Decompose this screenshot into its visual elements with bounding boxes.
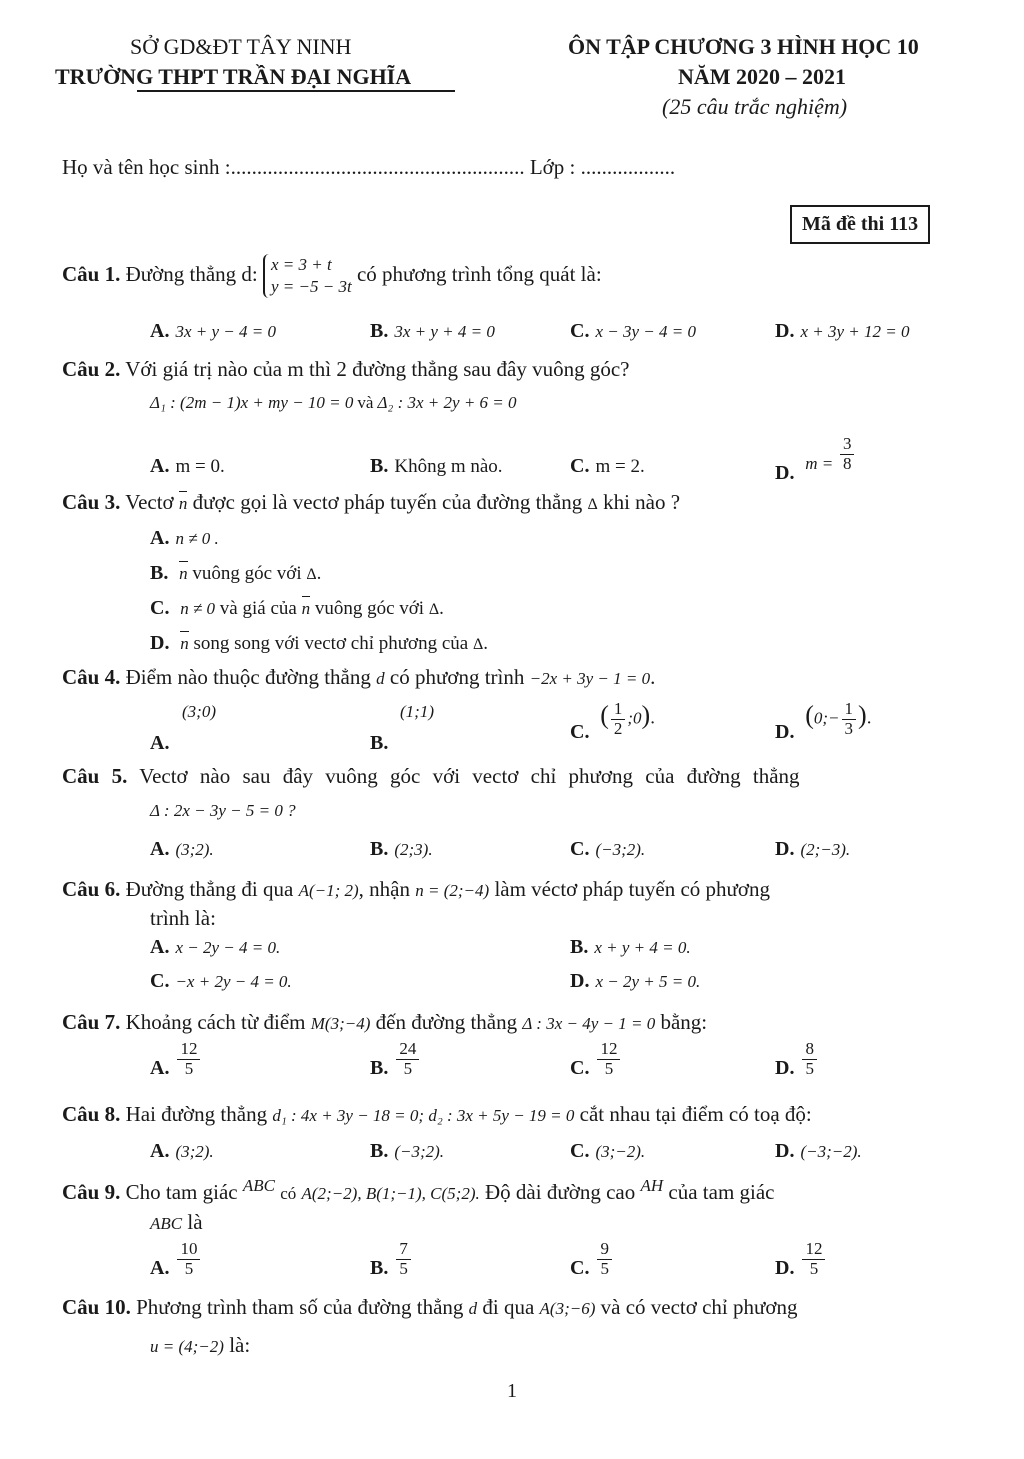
option-a[interactable]: A. $\frac{12}{5}$: [150, 1040, 202, 1078]
question-8: [62, 1102, 812, 1127]
option-a[interactable]: A. (3;2).: [150, 1140, 214, 1162]
option-b[interactable]: B. 3x + y + 4 = 0: [370, 320, 495, 342]
class-dots: ..................: [580, 155, 676, 179]
q5-equation: Δ : 2x − 3y − 5 = 0 ?: [150, 801, 296, 820]
option-b[interactable]: B. x + y + 4 = 0.: [570, 936, 691, 958]
question-text: và có vectơ chỉ phương: [600, 1295, 798, 1319]
option-b[interactable]: B. n vuông góc với Δ.: [150, 562, 322, 584]
system-eq-2: y = −5 − 3t: [271, 277, 352, 297]
question-text: cắt nhau tại điểm có toạ độ:: [579, 1102, 812, 1126]
option-a[interactable]: A. x − 2y − 4 = 0.: [150, 936, 281, 958]
question-text: Điểm nào thuộc đường thẳng: [125, 665, 371, 689]
question-6: Câu 6. Đường thẳng đi qua A(−1; 2), nhận n = (2;−4) làm véctơ pháp tuyến có phương: [62, 877, 771, 901]
question-text: Phương trình tham số của đường thẳng: [136, 1295, 464, 1319]
question-text-cont: ABC là: [150, 1210, 203, 1234]
question-text: Đường thẳng đi qua: [125, 877, 294, 901]
dept-name: SỞ GD&ĐT TÂY NINH: [130, 34, 352, 59]
option-b[interactable]: B. (−3;2).: [370, 1140, 445, 1162]
question-text: có phương trình tổng quát là:: [356, 261, 602, 286]
option-c[interactable]: C. ( $\frac{1}{2}$ ;0).: [570, 699, 655, 743]
student-name-dots: ........................................................: [230, 155, 525, 179]
question-7: [62, 1010, 707, 1035]
option-c[interactable]: C. x − 3y − 4 = 0: [570, 320, 696, 342]
class-label: Lớp :: [529, 155, 576, 179]
system-eq-1: x = 3 + t: [271, 255, 332, 274]
question-text: Đường thẳng d:: [125, 261, 258, 286]
school-name: TRƯỜNG THPT TRẦN ĐẠI NGHĨA: [55, 64, 412, 89]
fraction: $\frac{3}{8}$: [840, 435, 855, 473]
triangle-abc: ABC: [242, 1176, 275, 1195]
question-text: Vectơ: [125, 490, 174, 514]
question-text: khi nào ?: [603, 490, 681, 514]
line-equation: Δ : 3x − 4y − 1 = 0: [522, 1014, 656, 1033]
option-a[interactable]: A. $\frac{10}{5}$: [150, 1240, 202, 1278]
question-number: Câu 4.: [62, 665, 121, 689]
point-a: A(3;−6): [539, 1299, 596, 1318]
option-c[interactable]: C. $\frac{12}{5}$: [570, 1040, 622, 1078]
option-d[interactable]: D. x + 3y + 12 = 0: [775, 320, 910, 342]
option-a[interactable]: A. 3x + y − 4 = 0: [150, 320, 276, 342]
page-number: 1: [507, 1380, 517, 1402]
exam-code-box: Mã đề thi 113: [790, 205, 930, 244]
question-number: Câu 8.: [62, 1102, 121, 1126]
question-text-cont: u = (4;−2) là:: [150, 1333, 251, 1357]
option-c[interactable]: C. n ≠ 0 và giá của n vuông góc với Δ.: [150, 597, 444, 619]
question-number: Câu 9.: [62, 1180, 121, 1204]
student-info-line: [62, 155, 675, 180]
question-3: [62, 490, 680, 515]
question-1: [62, 254, 602, 298]
question-number: Câu 2.: [62, 357, 121, 381]
question-2: [62, 357, 629, 382]
question-text: Với giá trị nào của m thì 2 đường thẳng sau đây vuông góc?: [125, 357, 630, 381]
question-text: bằng:: [660, 1010, 708, 1034]
question-text: làm véctơ pháp tuyến có phương: [494, 877, 771, 901]
exam-year: NĂM 2020 – 2021: [678, 64, 847, 89]
question-text-cont: trình là:: [150, 906, 216, 930]
question-text: đến đường thẳng: [375, 1010, 518, 1034]
exam-subtitle: (25 câu trắc nghiệm): [662, 94, 848, 119]
question-4: Câu 4. Điểm nào thuộc đường thẳng d có phương trình −2x + 3y − 1 = 0.: [62, 665, 656, 689]
school-underline: [137, 90, 455, 92]
option-d[interactable]: D. (2;−3).: [775, 838, 851, 860]
option-a[interactable]: A. n ≠ 0 .: [150, 527, 219, 549]
question-text: đi qua: [482, 1295, 535, 1319]
question-text: có phương trình: [389, 665, 525, 689]
point-m: M(3;−4): [310, 1014, 371, 1033]
delta-symbol: Δ: [587, 496, 598, 513]
question-9: Câu 9. Cho tam giác $^{ABC}$ có A(2;−2), B(1;−1), C(5;2). Độ dài đường cao $^{AH}$ của tam giác: [62, 1176, 775, 1204]
lines-equations: d₁ : 4x + 3y − 18 = 0; d₂ : 3x + 5y − 19 = 0: [272, 1106, 575, 1125]
option-b[interactable]: B. $\frac{7}{5}$: [370, 1240, 413, 1278]
point-a: A(−1; 2): [298, 881, 359, 900]
option-c[interactable]: C. $\frac{9}{5}$: [570, 1240, 614, 1278]
option-d[interactable]: D. $\frac{8}{5}$: [775, 1040, 819, 1078]
question-number: Câu 1.: [62, 261, 121, 286]
option-c[interactable]: C. (−3;2).: [570, 838, 646, 860]
student-name-label: Họ và tên học sinh :: [62, 155, 231, 179]
option-c[interactable]: C. −x + 2y − 4 = 0.: [150, 970, 292, 992]
line-equation: −2x + 3y − 1 = 0: [529, 669, 651, 688]
option-a[interactable]: A. m = 0.: [150, 455, 225, 477]
option-d[interactable]: D. (0;− $\frac{1}{3}$ ).: [775, 699, 872, 743]
option-d[interactable]: D. m = $\frac{3}{8}$: [775, 435, 856, 473]
question-number: Câu 7.: [62, 1010, 121, 1034]
option-d[interactable]: D. $\frac{12}{5}$: [775, 1240, 827, 1278]
question-text: Hai đường thẳng: [125, 1102, 268, 1126]
line-delta-2: Δ₂ : 3x + 2y + 6 = 0: [377, 393, 517, 412]
question-number: Câu 6.: [62, 877, 121, 901]
option-d[interactable]: D. (−3;−2).: [775, 1140, 862, 1162]
question-10: [62, 1295, 798, 1320]
direction-vector: u = (4;−2): [150, 1337, 224, 1356]
vector-n: n: [178, 494, 188, 513]
option-b[interactable]: B. Không m nào.: [370, 455, 503, 477]
line-d: d: [468, 1299, 478, 1318]
option-a[interactable]: A. (3;2).: [150, 838, 214, 860]
question-text: Khoảng cách từ điểm: [125, 1010, 306, 1034]
question-number: Câu 5.: [62, 764, 128, 788]
option-b[interactable]: B. $\frac{24}{5}$: [370, 1040, 421, 1078]
question-5: [62, 764, 800, 789]
question-text: của tam giác: [668, 1180, 775, 1204]
option-d[interactable]: D. n song song với vectơ chỉ phương của Δ.: [150, 632, 488, 654]
question-text: Cho tam giác: [125, 1180, 238, 1204]
question-text: được gọi là vectơ pháp tuyến của đường thẳng: [192, 490, 583, 514]
q2-lines: [150, 393, 517, 413]
exam-title: ÔN TẬP CHƯƠNG 3 HÌNH HỌC 10: [568, 34, 919, 59]
option-c[interactable]: C. m = 2.: [570, 455, 645, 477]
triangle-points: A(2;−2), B(1;−1), C(5;2).: [301, 1184, 480, 1203]
option-c[interactable]: C. (3;−2).: [570, 1140, 646, 1162]
line-d: d: [376, 669, 385, 688]
line-delta-1: Δ₁ : (2m − 1)x + my − 10 = 0: [150, 393, 354, 412]
option-b[interactable]: B. (2;3).: [370, 838, 433, 860]
and-text: và: [357, 393, 374, 412]
question-text: Độ dài đường cao: [485, 1180, 636, 1204]
normal-vector: n = (2;−4): [415, 881, 490, 900]
option-d[interactable]: D. x − 2y + 5 = 0.: [570, 970, 701, 992]
question-number: Câu 3.: [62, 490, 121, 514]
altitude-ah: AH: [640, 1176, 664, 1195]
parametric-system: [263, 254, 352, 298]
question-number: Câu 10.: [62, 1295, 131, 1319]
question-text: Vectơ nào sau đây vuông góc với vectơ chỉ phương của đường thẳng: [139, 764, 800, 788]
